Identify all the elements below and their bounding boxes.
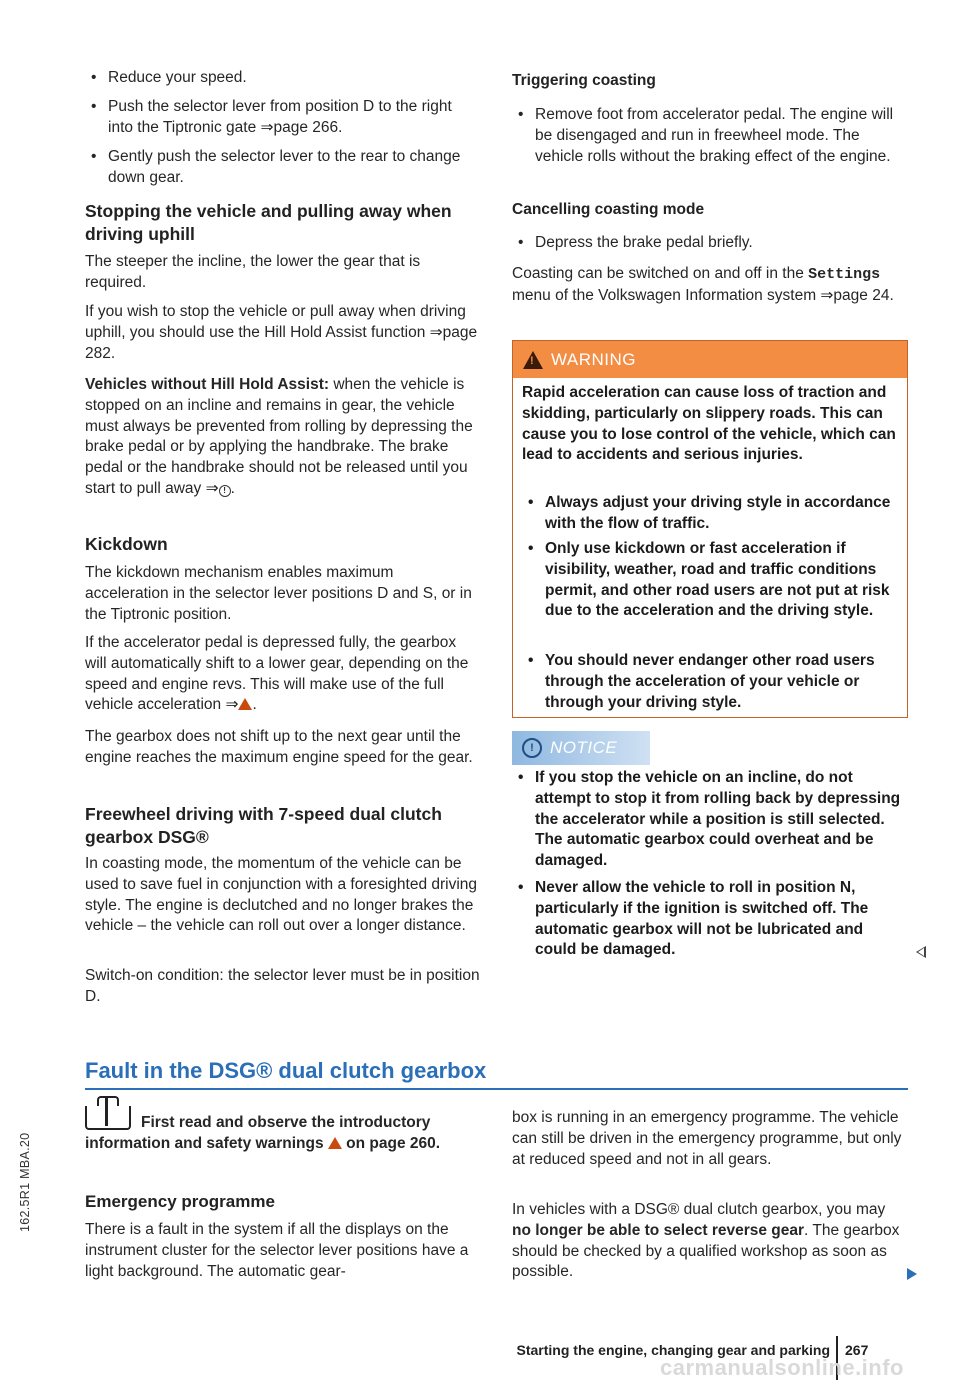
warning-triangle-icon <box>523 351 543 369</box>
notice-bullet-2: • Never allow the vehicle to roll in position N, particularly if the ignition is switched off. The automatic gearbox will not be lubricated and could be damaged. <box>512 878 908 961</box>
bullet-remove-foot: • Remove foot from accelerator pedal. The engine will be disengaged and run in freewheel mode. The vehicle rolls without the braking effect of the engine. <box>512 105 908 167</box>
warning-bullet-2: • Only use kickdown or fast acceleration if visibility, weather, road and traffic conditions permit, and other road users are not put at risk due to the acceleration and the driving style. <box>522 539 898 622</box>
bullet-push-lever: • Push the selector lever from position D to the right into the Tiptronic gate ⇒page 266. <box>85 97 480 139</box>
footer-chapter: Starting the engine, changing gear and parking <box>516 1342 830 1358</box>
para-reverse-gear <box>512 1200 908 1283</box>
text-coasting-a: Coasting can be switched on and off in the <box>512 265 809 282</box>
heading-triggering-coasting: Triggering coasting <box>512 72 656 89</box>
warning-bullet-1: • Always adjust your driving style in accordance with the flow of traffic. <box>522 493 898 535</box>
warning-intro: Rapid acceleration can cause loss of traction and skidding, particularly on slippery roads. This can cause you to lose control of the vehicle, which can lead to accidents and serious injuries. <box>522 384 896 464</box>
warning-bullet-3: • You should never endanger other road users through the acceleration of your vehicle or through your driving style. <box>522 651 898 713</box>
text-reverse-b: no longer be able to select reverse gear <box>512 1221 805 1239</box>
heading-emergency-programme: Emergency programme <box>85 1192 275 1211</box>
intro-safety-note <box>85 1106 480 1155</box>
bullet-depress-brake: • Depress the brake pedal briefly. <box>512 233 908 254</box>
text-without-hill-hold: when the vehicle is stopped on an incline and remains in gear, the vehicle must always be prevented from rolling by depressing the brake pedal or by applying the handbrake. The brake pedal or the handbrake should not be released until you start to pull away <box>85 376 473 497</box>
para-without-hill-hold: Vehicles without Hill Hold Assist: when the vehicle is stopped on an incline and remains in gear, the vehicle must always be prevented from rolling by depressing the brake pedal or by applying the handbrake. The brake pedal or the handbrake should not be released until you start to pull away ⇒ ! . <box>85 376 473 497</box>
intro-text-b: on page 260. <box>341 1134 441 1152</box>
book-icon <box>85 1106 131 1130</box>
para-kickdown-1: The kickdown mechanism enables maximum acceleration in the selector lever positions D and S, or in the Tiptronic position. <box>85 564 472 623</box>
bullet-reduce-speed: • Reduce your speed. <box>85 68 480 89</box>
notice-title: NOTICE <box>550 738 618 757</box>
warning-triangle-icon <box>238 698 252 710</box>
para-hill-hold: If you wish to stop the vehicle or pull away when driving uphill, you should use the Hill Hold Assist function ⇒page 282. <box>85 303 478 362</box>
heading-kickdown: Kickdown <box>85 534 168 554</box>
section-title-dsg-fault: Fault in the DSG® dual clutch gearbox <box>85 1058 487 1083</box>
para-coasting-settings <box>512 264 908 307</box>
section-divider <box>85 1088 908 1090</box>
bullet-gently-push: • Gently push the selector lever to the rear to change down gear. <box>85 147 480 189</box>
para-emergency-right: box is running in an emergency programme. The vehicle can still be driven in the emergency programme, but only at reduced speed and not in all gears. <box>512 1109 902 1168</box>
heading-freewheel: Freewheel driving with 7-speed dual clutch gearbox DSG® <box>85 804 442 847</box>
text-reverse-a: In vehicles with a DSG® dual clutch gearbox, you may <box>512 1201 886 1218</box>
section-end-triangle-icon <box>916 946 926 958</box>
settings-menu-label: Settings <box>808 266 881 283</box>
para-switch-on: Switch-on condition: the selector lever must be in position D. <box>85 967 480 1005</box>
heading-stopping-uphill: Stopping the vehicle and pulling away when driving uphill <box>85 201 452 244</box>
document-code: 162.5R1 MBA.20 <box>18 1132 32 1232</box>
notice-circle-icon: ! <box>219 485 231 497</box>
intro-text-a: First read and observe the introductory information and safety warnings <box>85 1114 431 1152</box>
notice-circle-icon: ! <box>522 738 542 758</box>
watermark: carmanualsonline.info <box>660 1355 904 1380</box>
para-emergency-left: There is a fault in the system if all the displays on the instrument cluster for the selector lever positions have a light background. The automatic gear- <box>85 1221 469 1280</box>
text-coasting-b: menu of the Volkswagen Information system ⇒page 24. <box>512 286 894 304</box>
continued-arrow-icon <box>907 1268 917 1280</box>
ref-arrow: ⇒ <box>205 479 219 497</box>
warning-triangle-icon <box>328 1137 342 1149</box>
right-column <box>512 0 908 980</box>
notice-bullet-1: • If you stop the vehicle on an incline, do not attempt to stop it from rolling back by depressing the accelerator while a position is still selected. The automatic gearbox could overheat and be damaged. <box>512 768 908 872</box>
warning-title: WARNING <box>551 349 637 369</box>
text-kickdown-2: If the accelerator pedal is depressed fully, the gearbox will automatically shift to a lower gear, depending on the speed and engine revs. This will make use of the full vehicle acceleration ⇒ <box>85 634 469 714</box>
warning-header <box>513 341 907 378</box>
para-kickdown-2: If the accelerator pedal is depressed fully, the gearbox will automatically shift to a lower gear, depending on the speed and engine revs. This will make use of the full vehicle acceleration ⇒ . <box>85 634 469 714</box>
label-without-hill-hold: Vehicles without Hill Hold Assist: <box>85 376 330 393</box>
page-number: 267 <box>845 1342 869 1358</box>
para-steeper-incline: The steeper the incline, the lower the gear that is required. <box>85 253 421 291</box>
text-reverse-c: . The gearbox should be checked by a qualified workshop as soon as possible. <box>512 1221 900 1281</box>
notice-header <box>512 731 650 765</box>
para-kickdown-3: The gearbox does not shift up to the next gear until the engine reaches the maximum engine speed for the gear. <box>85 728 473 766</box>
warning-box <box>512 340 908 718</box>
para-freewheel-1: In coasting mode, the momentum of the vehicle can be used to save fuel in conjunction with a foresighted driving style. The engine is declutched and no longer brakes the vehicle – the vehicle can roll out over a longer distance. <box>85 855 478 935</box>
heading-cancelling-coasting: Cancelling coasting mode <box>512 201 705 218</box>
